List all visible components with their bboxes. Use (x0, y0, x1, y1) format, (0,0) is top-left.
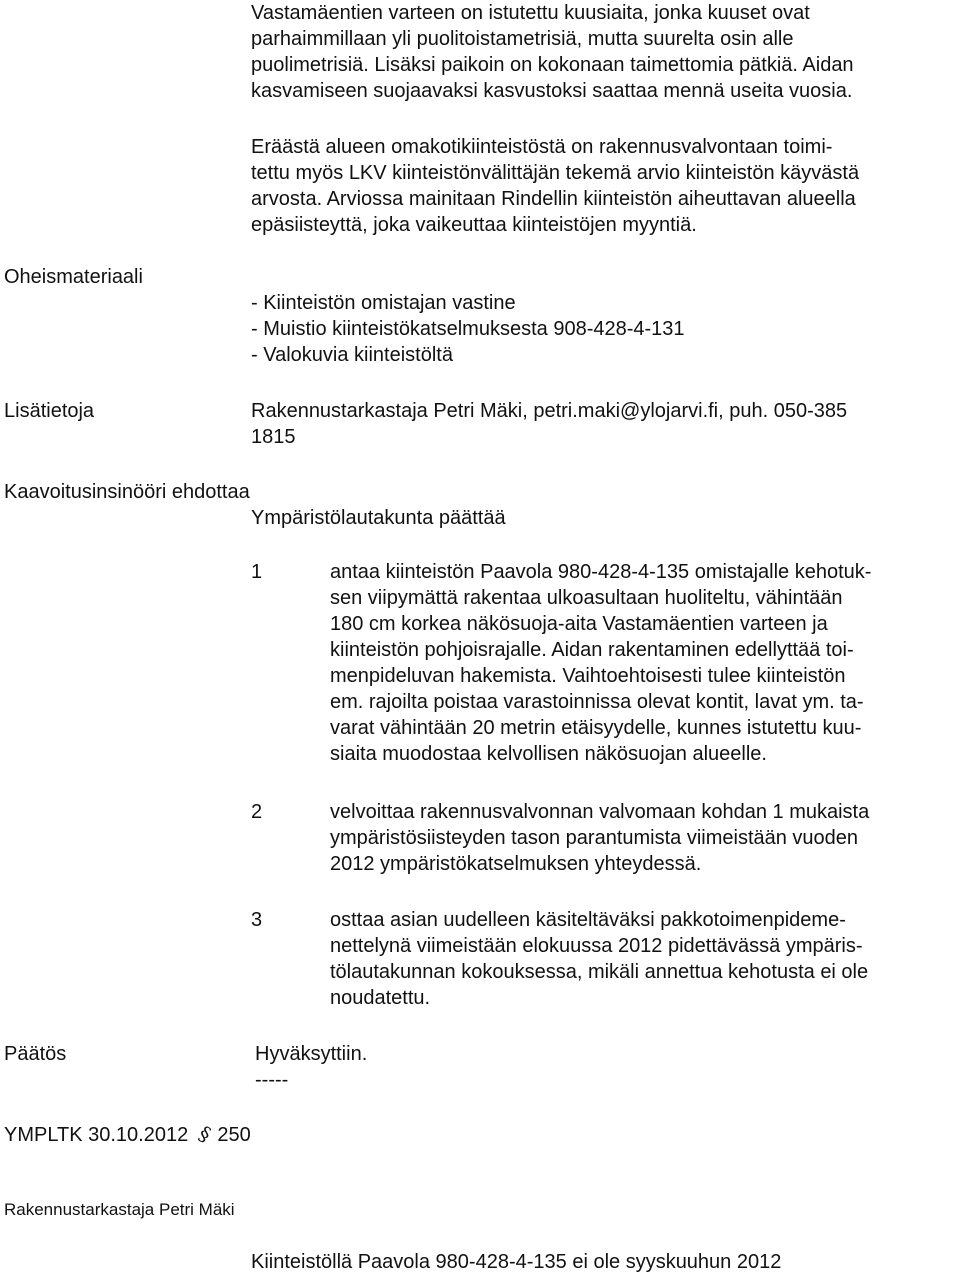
meeting-number: 250 (217, 1124, 251, 1146)
contact-label: Lisätietoja (4, 400, 95, 422)
list-item: - Valokuvia kiinteistöltä (251, 344, 453, 366)
text-line: velvoittaa rakennusvalvonnan valvomaan kohdan 1 mukaista (330, 801, 870, 823)
footer-note: Kiinteistöllä Paavola 980-428-4-135 ei ole syyskuuhun 2012 (251, 1251, 782, 1273)
decider-heading: Ympäristölautakunta päättää (251, 507, 506, 529)
text-line: antaa kiinteistön Paavola 980-428-4-135 omistajalle kehotuk- (330, 561, 872, 583)
text-line: kiinteistön pohjoisrajalle. Aidan rakentaminen edellyttää toi- (330, 639, 854, 661)
text-line: puolimetrisiä. Lisäksi paikoin on kokonaan taimettomia pätkiä. Aidan (251, 54, 854, 76)
item-text (330, 907, 868, 1011)
item-number: 3 (251, 909, 263, 931)
text-line: 1815 (251, 426, 296, 448)
text-line: arvosta. Arviossa mainitaan Rindellin kiinteistön aiheuttavan alueella (251, 188, 856, 210)
footer-author: Rakennustarkastaja Petri Mäki (4, 1200, 235, 1219)
item-number: 2 (251, 801, 263, 823)
text-line: ympäristösiisteyden tason parantumista viimeistään vuoden (330, 827, 859, 849)
item-text (330, 559, 871, 767)
appraisal-paragraph (251, 134, 859, 238)
text-line: em. rajoilta poistaa varastoinnissa olevat kontit, lavat ym. ta- (330, 691, 864, 713)
decision-value: Hyväksyttiin. (255, 1043, 368, 1065)
decision-label: Päätös (4, 1043, 67, 1065)
contact-info (251, 398, 847, 450)
decision-separator: ----- (255, 1069, 289, 1091)
intro-paragraph (251, 0, 854, 104)
text-line: epäsiisteyttä, joka vaikeuttaa kiinteistöjen myyntiä. (251, 214, 697, 236)
text-line: sen viipymättä rakentaa ulkoasultaan huoliteltu, vähintään (330, 587, 843, 609)
attachments-list (251, 290, 685, 368)
decision-text (255, 1041, 367, 1093)
item-text (330, 799, 869, 877)
meeting-reference (4, 1121, 251, 1148)
text-line: tettu myös LKV kiinteistönvälittäjän tekemä arvio kiinteistön käyvästä (251, 162, 860, 184)
text-line: Rakennustarkastaja Petri Mäki, petri.maki@ylojarvi.fi, puh. 050-385 (251, 400, 848, 422)
text-line: 180 cm korkea näkösuoja-aita Vastamäentien varteen ja (330, 613, 828, 635)
text-line: osttaa asian uudelleen käsiteltäväksi pakkotoimenpideme- (330, 909, 846, 931)
list-item: - Kiinteistön omistajan vastine (251, 292, 516, 314)
text-line: kasvamiseen suojaavaksi kasvustoksi saattaa mennä useita vuosia. (251, 80, 853, 102)
text-line: tölautakunnan kokouksessa, mikäli annettua kehotusta ei ole (330, 961, 869, 983)
meeting-ref-text: YMPLTK 30.10.2012 (4, 1124, 189, 1146)
section-sign-icon: § (194, 1121, 216, 1147)
item-number: 1 (251, 561, 263, 583)
attachments-label: Oheismateriaali (4, 266, 143, 288)
text-line: Eräästä alueen omakotikiinteistöstä on rakennusvalvontaan toimi- (251, 136, 833, 158)
text-line: noudatettu. (330, 987, 431, 1009)
text-line: siaita muodostaa kelvollisen näkösuojan alueelle. (330, 743, 767, 765)
list-item: - Muistio kiinteistökatselmuksesta 908-428-4-131 (251, 318, 685, 340)
text-line: nettelynä viimeistään elokuussa 2012 pidettävässä ympäris- (330, 935, 863, 957)
text-line: Vastamäentien varteen on istutettu kuusiaita, jonka kuuset ovat (251, 2, 810, 24)
text-line: menpideluvan hakemista. Vaihtoehtoisesti tulee kiinteistön (330, 665, 846, 687)
proposer-heading: Kaavoitusinsinööri ehdottaa (4, 481, 250, 503)
text-line: parhaimmillaan yli puolitoistametrisiä, mutta suurelta osin alle (251, 28, 794, 50)
text-line: varat vähintään 20 metrin etäisyydelle, kunnes istutettu kuu- (330, 717, 862, 739)
text-line: 2012 ympäristökatselmuksen yhteydessä. (330, 853, 702, 875)
